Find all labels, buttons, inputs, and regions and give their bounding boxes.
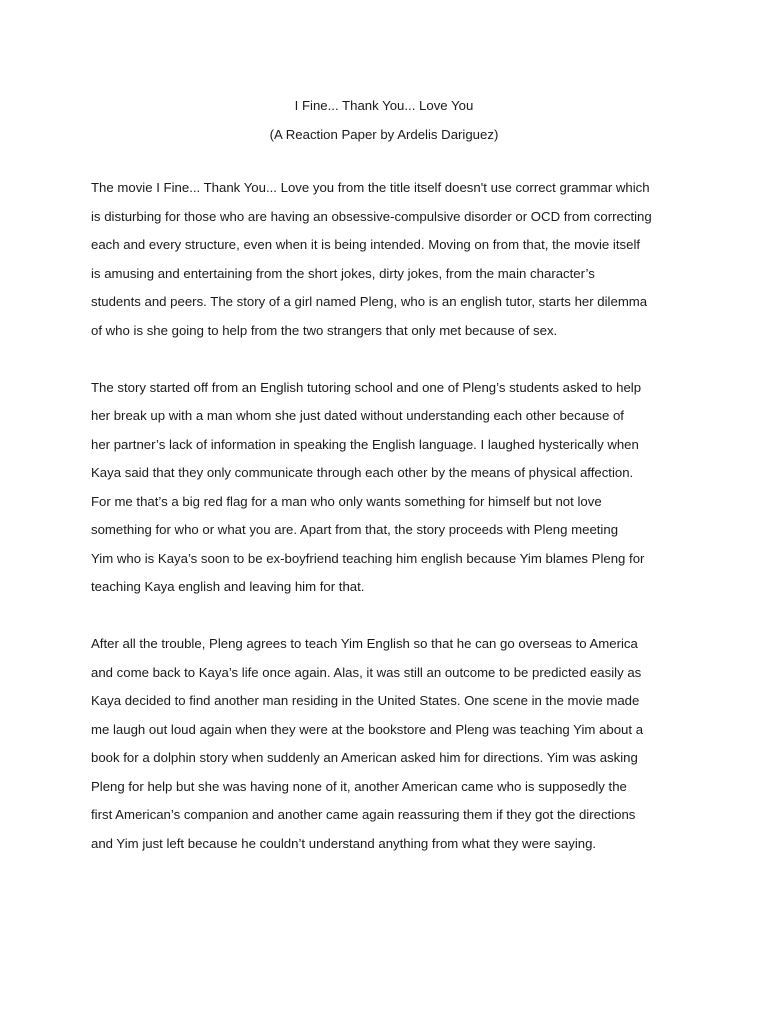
title-block — [90, 92, 678, 149]
text-line: is amusing and entertaining from the short jokes, dirty jokes, from the main character’s — [91, 265, 595, 281]
text-line: After all the trouble, Pleng agrees to teach Yim English so that he can go overseas to America — [91, 636, 638, 651]
text-line: something for who or what you are. Apart from that, the story proceeds with Pleng meeting — [91, 522, 619, 537]
text-line: each and every structure, even when it is being intended. Moving on from that, the movie itself — [91, 237, 641, 252]
text-line: book for a dolphin story when suddenly an American asked him for directions. Yim was asking — [91, 750, 638, 765]
text-line: first American’s companion and another came again reassuring them if they got the directions — [91, 807, 636, 822]
text-line: is disturbing for those who are having an obsessive-compulsive disorder or OCD from correcting — [91, 208, 652, 224]
text-line: and Yim just left because he couldn’t understand anything from what they were saying. — [91, 835, 597, 851]
text-line: Kaya decided to find another man residing in the United States. One scene in the movie made — [91, 693, 640, 708]
text-line: For me that’s a big red flag for a man who only wants something for himself but not love — [91, 493, 602, 509]
text-line: teaching Kaya english and leaving him for that. — [91, 579, 365, 594]
text-line: students and peers. The story of a girl named Pleng, who is an english tutor, starts her dilemma — [91, 294, 648, 309]
text-line: The movie I Fine... Thank You... Love you from the title itself doesn't use correct grammar which — [91, 180, 650, 195]
text-line: Kaya said that they only communicate through each other by the means of physical affection. — [91, 465, 634, 480]
body-text — [91, 174, 681, 887]
text-line: Pleng for help but she was having none of it, another American came who is supposedly the — [91, 778, 627, 794]
document-title: I Fine... Thank You... Love You — [294, 98, 474, 113]
text-line: her break up with a man whom she just dated without understanding each other because of — [91, 408, 624, 423]
text-line: of who is she going to help from the two strangers that only met because of sex. — [91, 322, 558, 338]
text-line: and come back to Kaya’s life once again. Alas, it was still an outcome to be predicted easily as — [91, 664, 642, 680]
text-line: me laugh out loud again when they were at the bookstore and Pleng was teaching Yim about a — [91, 721, 644, 737]
paragraph-2 — [91, 374, 681, 602]
text-line: Yim who is Kaya’s soon to be ex-boyfriend teaching him english because Yim blames Pleng for — [91, 550, 645, 566]
paragraph-1 — [91, 174, 681, 345]
paragraph-3 — [91, 630, 681, 858]
document-subtitle: (A Reaction Paper by Ardelis Dariguez) — [269, 126, 499, 142]
text-line: her partner’s lack of information in speaking the English language. I laughed hysterically when — [91, 436, 639, 452]
text-line: The story started off from an English tutoring school and one of Pleng’s students asked to help — [91, 379, 642, 395]
